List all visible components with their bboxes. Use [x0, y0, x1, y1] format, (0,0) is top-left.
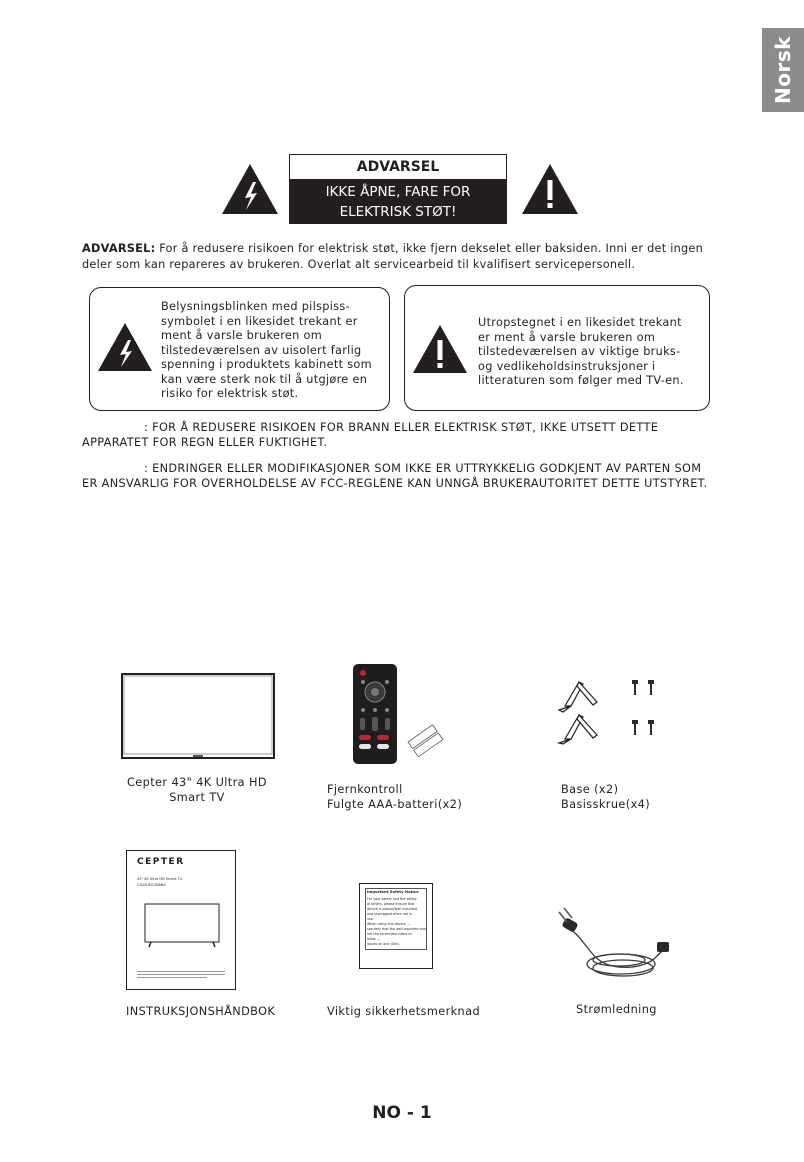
tv-image [120, 672, 278, 764]
warning-paragraph-line1: ADVARSEL: For å redusere risikoen for elektrisk støt, ikke fjern dekselet eller baksiden. Inni er det ingen [82, 242, 704, 255]
manual-caption: INSTRUKSJONSHÅNDBOK [126, 1005, 276, 1018]
safety-notice-image [359, 883, 433, 969]
exclamation-symbol-text: Utropstegnet i en likesidet trekant er ment å varsle brukeren om tilstedeværelsen av viktige bruks- og vedlikeholdsinstruksjoner i litteraturen som følger med TV-en. [478, 316, 684, 387]
manual-title: 43" 4K Ultra HD Smart TV [137, 877, 183, 881]
language-tab [762, 28, 804, 112]
manual-image [126, 850, 236, 990]
warning-subtitle-line1: IKKE ÅPNE, FARE FOR [325, 184, 471, 200]
lightning-symbol-box [89, 287, 390, 411]
notice-fcc: : ENDRINGER ELLER MODIFIKASJONER SOM IKKE ER UTTRYKKELIG GODKJENT AV PARTEN SOM ER ANSVARLIG FOR OVERHOLDELSE AV FCC-REGLENE KAN UNNGÅ BRUKERAUTORITET DETTE UTSTYRET. [82, 462, 708, 490]
tv-caption: Cepter 43" 4K Ultra HD Smart TV [127, 776, 267, 804]
page-number: NO - 1 [372, 1103, 432, 1123]
manual-model: CS43UEG3D8NA [137, 883, 166, 887]
manual-brand: CEPTER [137, 857, 185, 867]
warning-paragraph [82, 241, 722, 273]
safety-notice-caption: Viktig sikkerhetsmerknad [327, 1005, 481, 1018]
warning-paragraph-line2: deler som kan repareres av brukeren. Overlat alt servicearbeid til kvalifisert servicepersonell. [82, 258, 636, 271]
exclamation-symbol-icon [411, 323, 469, 375]
base-caption: Base (x2) Basisskrue(x4) [561, 783, 651, 811]
exclamation-symbol-box [404, 285, 710, 411]
language-label: Norsk [771, 35, 795, 105]
power-cord-caption: Strømledning [576, 1003, 657, 1016]
lightning-symbol-icon [96, 321, 154, 373]
power-cord-image [555, 898, 675, 988]
warning-subtitle [290, 179, 506, 223]
remote-caption: Fjernkontroll Fulgte AAA-batteri(x2) [327, 783, 463, 811]
safety-notice-title: Important Safety Notice [367, 889, 419, 894]
warning-subtitle-line2: ELEKTRISK STØT! [339, 204, 457, 220]
lightning-symbol-text: Belysningsblinken med pilspiss- symbolet i en likesidet trekant er ment å varsle brukeren om tilstedeværelsen av uisolert farlig spenning i produktets kabinett som kan være sterk nok til å utgjøre en risiko for elektrisk støt. [161, 300, 372, 400]
exclamation-warning-icon [520, 162, 580, 216]
warning-heading: ADVARSEL [356, 159, 440, 175]
lightning-warning-icon [220, 162, 280, 216]
warning-label: ADVARSEL: [82, 242, 156, 255]
manual-tv-illustration [141, 903, 223, 949]
warning-banner [289, 154, 507, 224]
safety-notice-body: For your safety and the safety of others, please ensure that device is placed/wall mounted and unplugged when not in use. When using this device, ... securely that the wall mounted and not the screen/the cable to allow ... issues on one (Sec). [367, 897, 426, 946]
notice-rain-moisture: : FOR Å REDUSERE RISIKOEN FOR BRANN ELLER ELEKTRISK STØT, IKKE UTSETT DETTE APPARATET FOR REGN ELLER FUKTIGHET. [82, 421, 659, 449]
remote-control-image [350, 662, 450, 766]
base-stands-image [557, 676, 667, 746]
